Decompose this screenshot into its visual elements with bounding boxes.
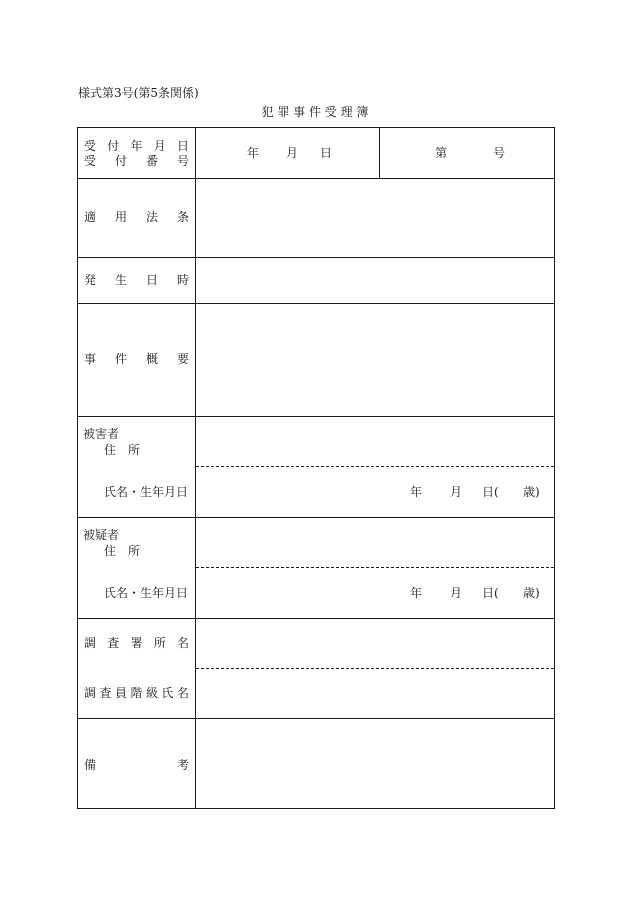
- investigation-office-field[interactable]: [196, 618, 554, 668]
- victim-name-dob-field[interactable]: [196, 467, 554, 517]
- label-char: 名: [176, 686, 189, 700]
- occurrence-field[interactable]: [196, 257, 554, 303]
- label-char: 生: [114, 273, 127, 287]
- receipt-month-unit: 月: [286, 146, 299, 160]
- label-victim: [78, 416, 196, 517]
- criminal-case-register-form: [77, 127, 555, 809]
- label-char: 号: [176, 154, 189, 168]
- label-char: 査: [107, 636, 120, 650]
- label-char: 適: [84, 210, 97, 224]
- row-victim: [78, 416, 554, 518]
- label-char: 名: [176, 636, 189, 650]
- receipt-number-field[interactable]: [379, 128, 554, 178]
- label-char: 用: [114, 210, 127, 224]
- label-receipt-date: [84, 139, 189, 153]
- victim-age-unit: 歳): [523, 485, 540, 499]
- suspect-name-dob-field[interactable]: [196, 568, 554, 618]
- label-char: 階: [130, 686, 143, 700]
- suspect-dob-month-unit: 月: [450, 586, 463, 600]
- label-char: 員: [114, 686, 127, 700]
- label-char: 氏: [161, 686, 174, 700]
- label-char: 付: [114, 154, 127, 168]
- investigation-office-label: [84, 636, 189, 650]
- suspect-dob-day-unit: 日(: [482, 586, 499, 600]
- label-char: 番: [145, 154, 158, 168]
- victim-address-field[interactable]: [196, 416, 554, 466]
- label-char: 事: [84, 352, 97, 366]
- label-remarks: [78, 718, 196, 808]
- investigation-officer-field[interactable]: [196, 669, 554, 718]
- investigation-officer-label: [84, 686, 189, 700]
- label-occurrence: [78, 257, 196, 303]
- occurrence-label: [84, 273, 189, 287]
- victim-heading: 被害者: [83, 427, 120, 441]
- label-char: 日: [145, 273, 158, 287]
- label-investigation: [78, 618, 196, 718]
- row-occurrence: [78, 257, 554, 304]
- label-receipt-number: [84, 154, 189, 168]
- receipt-day-unit: 日: [320, 146, 333, 160]
- row-investigation: [78, 618, 554, 719]
- label-char: 署: [130, 636, 143, 650]
- case-summary-field[interactable]: [196, 303, 554, 416]
- label-char: 所: [153, 636, 166, 650]
- label-char: 備: [84, 758, 97, 772]
- page-title: 犯 罪 事 件 受 理 簿: [261, 105, 369, 119]
- label-char: 発: [84, 273, 97, 287]
- receipt-date-field[interactable]: [196, 128, 377, 178]
- label-char: 付: [107, 139, 120, 153]
- receipt-number-suffix: 号: [493, 146, 506, 160]
- victim-dob-year-unit: 年: [410, 485, 423, 499]
- label-char: 考: [176, 758, 189, 772]
- remarks-label: [84, 758, 189, 772]
- label-char: 受: [84, 154, 97, 168]
- case-summary-label: [84, 352, 189, 366]
- receipt-year-unit: 年: [247, 146, 260, 160]
- applicable-law-label: [84, 210, 189, 224]
- label-receipt: [78, 128, 196, 178]
- victim-dob-day-unit: 日(: [482, 485, 499, 499]
- label-char: 月: [153, 139, 166, 153]
- row-suspect: [78, 517, 554, 619]
- applicable-law-field[interactable]: [196, 178, 554, 257]
- receipt-number-prefix: 第: [435, 146, 448, 160]
- label-char: 年: [130, 139, 143, 153]
- suspect-heading: 被疑者: [83, 528, 120, 542]
- label-char: 日: [176, 139, 189, 153]
- label-applicable-law: [78, 178, 196, 257]
- row-remarks: [78, 718, 554, 808]
- suspect-dob-year-unit: 年: [410, 586, 423, 600]
- victim-address-label: 住 所: [104, 443, 141, 457]
- label-char: 条: [176, 210, 189, 224]
- label-char: 調: [84, 686, 97, 700]
- suspect-address-field[interactable]: [196, 517, 554, 567]
- remarks-field[interactable]: [196, 718, 554, 808]
- label-char: 時: [176, 273, 189, 287]
- suspect-name-dob-label: 氏名・生年月日: [104, 586, 189, 600]
- label-char: 件: [114, 352, 127, 366]
- label-suspect: [78, 517, 196, 618]
- suspect-age-unit: 歳): [523, 586, 540, 600]
- label-char: 調: [84, 636, 97, 650]
- label-char: 法: [145, 210, 158, 224]
- label-char: 査: [99, 686, 112, 700]
- label-char: 受: [84, 139, 97, 153]
- suspect-address-label: 住 所: [104, 544, 141, 558]
- victim-dob-month-unit: 月: [450, 485, 463, 499]
- label-case-summary: [78, 303, 196, 416]
- row-applicable-law: [78, 178, 554, 258]
- form-number: 様式第3号(第5条関係): [78, 86, 199, 100]
- label-char: 級: [145, 686, 158, 700]
- label-char: 概: [145, 352, 158, 366]
- row-case-summary: [78, 303, 554, 417]
- victim-name-dob-label: 氏名・生年月日: [104, 485, 189, 499]
- label-char: 要: [176, 352, 189, 366]
- row-receipt: [78, 128, 554, 179]
